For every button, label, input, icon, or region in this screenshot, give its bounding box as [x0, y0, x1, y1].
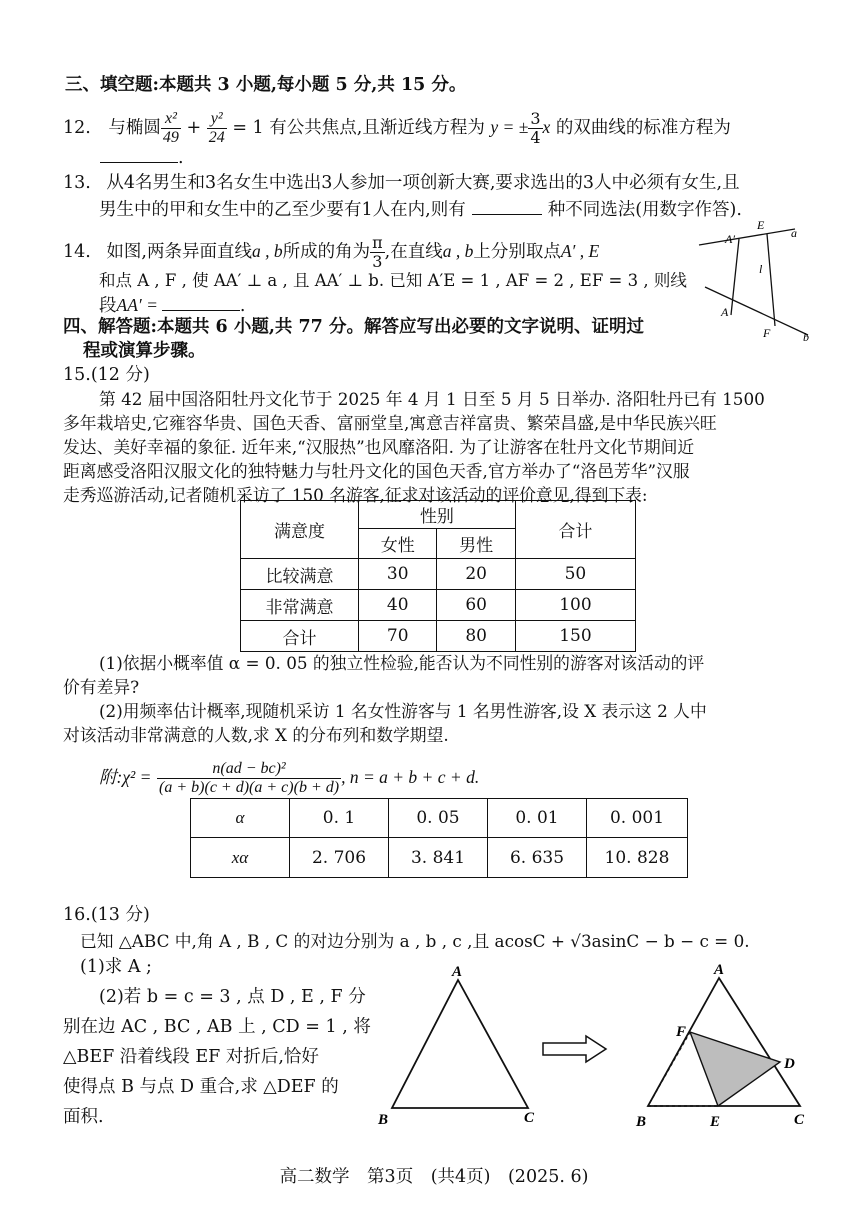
q15-para-5: 走秀巡游活动,记者随机采访了 150 名游客,征求对该活动的评价意见,得到下表: — [63, 485, 648, 505]
q12-asymptote-var: x — [542, 117, 551, 137]
q15-sub-2a: (2)用频率估计概率,现随机采访 1 名女性游客与 1 名男性游客,设 X 表示这 2 人中 — [99, 701, 707, 721]
triangle-abc — [392, 980, 528, 1108]
q14-text-e: a , b — [442, 241, 474, 261]
q15-para-1: 第 42 届中国洛阳牡丹文化节于 2025 年 4 月 1 日至 5 月 5 日举办. 洛阳牡丹已有 1500 — [99, 389, 765, 409]
table-cell: 150 — [515, 621, 635, 652]
q15-para-4: 距离感受洛阳汉服文化的独特魅力与牡丹文化的国色天香,官方举办了“洛邑芳华”汉服 — [63, 461, 690, 481]
q14-number: 14. — [63, 242, 91, 262]
table-cell: 非常满意 — [241, 590, 359, 621]
th-female: 女性 — [358, 529, 436, 559]
q16-sub-2-line-3: △BEF 沿着线段 EF 对折后,恰好 — [63, 1047, 319, 1067]
q12-number: 12. — [63, 118, 91, 138]
q15-sub-1a: (1)依据小概率值 α = 0. 05 的独立性检验,能否认为不同性别的游客对该活动的评 — [99, 653, 705, 673]
table-cell: α — [191, 799, 290, 838]
table-cell: 70 — [358, 621, 436, 652]
table-row — [241, 590, 636, 621]
q15-header: 15.(12 分) — [63, 365, 150, 385]
q15-para-3: 发达、美好幸福的象征. 近年来,“汉服热”也风靡洛阳. 为了让游客在牡丹文化节期间近 — [63, 437, 695, 457]
q13-line-2a: 男生中的甲和女生中的乙至少要有1人在内,则有 — [99, 200, 466, 220]
table-row — [241, 621, 636, 652]
q12-answer-blank[interactable] — [100, 146, 178, 163]
table-cell: 30 — [358, 559, 436, 590]
q14-answer-blank[interactable] — [162, 294, 240, 311]
label-b: B — [378, 1112, 389, 1128]
label-a2: A — [714, 962, 725, 978]
table-cell: 60 — [437, 590, 515, 621]
section-3-title: 三、填空题:本题共 3 小题,每小题 5 分,共 15 分。 — [65, 75, 467, 95]
segment-ef — [767, 234, 775, 326]
chi-square-frac: $\frac{\text{n(ad − bc)²}}{(a + b)(c + d)(a + c)(b + d)}$ — [159, 760, 340, 796]
th-satisfaction: 满意度 — [241, 501, 359, 559]
question-12 — [63, 110, 731, 147]
q12-ellipse-frac-2: $\frac{\text{y²}}{24}$ — [208, 110, 225, 146]
q12-plus: + — [186, 118, 202, 138]
table-cell: 3. 841 — [389, 838, 488, 878]
q16-sub-1: (1)求 A ; — [80, 957, 152, 977]
q12-answer-line — [100, 146, 184, 169]
label-line-b: b — [803, 330, 809, 344]
q13-line-1: 从4名男生和3名女生中选出3人参加一项创新大赛,要求选出的3人中必须有女生,且 — [106, 173, 740, 193]
q14-line-2: 和点 A , F , 使 AA′ ⊥ a , 且 AA′ ⊥ b. 已知 A′E = 1 , AF = 2 , EF = 3 , 则线 — [99, 271, 687, 290]
q15-sub-2b: 对该活动非常满意的人数,求 X 的分布列和数学期望. — [63, 725, 449, 745]
label-d2: D — [784, 1056, 795, 1072]
label-b2: B — [636, 1114, 647, 1130]
q14-end: . — [239, 296, 246, 316]
table-cell: 40 — [358, 590, 436, 621]
th-gender: 性别 — [358, 501, 515, 529]
table-cell: 10. 828 — [587, 838, 688, 878]
th-total: 合计 — [515, 501, 635, 559]
q16-sub-2-line-5: 面积. — [63, 1107, 104, 1127]
triangle-def-shaded — [690, 1032, 780, 1106]
label-c2: C — [794, 1112, 805, 1128]
q12-text-c: 的双曲线的标准方程为 — [555, 118, 731, 138]
label-f: F — [763, 326, 771, 340]
q14-text-g: A′ , E — [560, 241, 600, 261]
table-row — [241, 559, 636, 590]
q12-asymptote-lhs: y = ± — [490, 117, 529, 137]
label-e: E — [757, 218, 765, 232]
q16-sub-2-line-1: (2)若 b = c = 3 , 点 D , E , F 分 — [99, 987, 366, 1007]
q13-line-2b: 种不同选法(用数字作答). — [547, 200, 742, 220]
segment-aa-prime — [731, 239, 739, 315]
q12-text-b: = 1 有公共焦点,且渐近线方程为 — [232, 118, 485, 138]
label-l: l — [759, 262, 763, 276]
table-cell: 50 — [515, 559, 635, 590]
label-c: C — [524, 1110, 535, 1126]
q16-header: 16.(13 分) — [63, 905, 150, 925]
label-e2: E — [710, 1114, 721, 1130]
table-row — [191, 838, 688, 878]
th-male: 男性 — [437, 529, 515, 559]
table-cell: 80 — [437, 621, 515, 652]
q16-folded-triangle-figure — [630, 958, 820, 1134]
q15-survey-table — [240, 500, 636, 652]
q14-text-d: ,在直线 — [384, 242, 443, 262]
table-cell: 2. 706 — [290, 838, 389, 878]
table-cell: 0. 001 — [587, 799, 688, 838]
formula-tail: , n = a + b + c + d. — [341, 767, 480, 787]
question-14 — [63, 234, 599, 271]
section-4-line-1: 四、解答题:本题共 6 小题,共 77 分。解答应写出必要的文字说明、证明过 — [63, 317, 644, 337]
table-cell: 20 — [437, 559, 515, 590]
table-cell: 100 — [515, 590, 635, 621]
table-cell: 6. 635 — [488, 838, 587, 878]
table-row — [191, 799, 688, 838]
q15-critical-value-table — [190, 798, 688, 878]
q13-line-2 — [99, 198, 742, 221]
appendix-label: 附:χ² = — [99, 767, 152, 787]
q15-appendix-formula — [99, 760, 479, 797]
q14-text-c: 所成的角为 — [282, 242, 371, 262]
q12-text-a: 与椭圆 — [108, 118, 161, 138]
q16-line-1: 已知 △ABC 中,角 A , B , C 的对边分别为 a , b , c ,且 acosC + √3asinC − b − c = 0. — [80, 931, 750, 951]
label-line-a: a — [791, 226, 797, 240]
q14-text-f: 上分别取点 — [473, 242, 561, 262]
page-footer: 高二数学 第3页 (共4页) (2025. 6) — [279, 1167, 589, 1187]
question-13 — [63, 172, 740, 194]
dashed-fb — [648, 1032, 690, 1106]
q14-line-3 — [99, 294, 245, 317]
q16-sub-2-line-2: 别在边 AC , BC , AB 上 , CD = 1 , 将 — [63, 1017, 371, 1037]
q15-para-2: 多年栽培史,它雍容华贵、国色天香、富丽堂皇,寓意吉祥富贵、繁荣昌盛,是中华民族兴旺 — [63, 413, 717, 433]
label-f2: F — [676, 1024, 687, 1040]
table-cell: 0. 01 — [488, 799, 587, 838]
label-a: A — [452, 964, 463, 980]
table-cell: xα — [191, 838, 290, 878]
q14-line-3b: AA′ = — [116, 295, 158, 315]
q13-answer-blank[interactable] — [472, 198, 542, 215]
table-cell: 比较满意 — [241, 559, 359, 590]
q12-end: . — [178, 148, 184, 168]
q14-skew-lines-figure — [695, 215, 825, 345]
table-cell: 0. 1 — [290, 799, 389, 838]
right-arrow-icon — [540, 1034, 612, 1064]
label-point-a: A — [721, 305, 729, 319]
q15-sub-1b: 价有差异? — [63, 677, 140, 697]
table-cell: 0. 05 — [389, 799, 488, 838]
q14-angle-frac: $\frac{\pi}{3}$ — [372, 233, 383, 271]
q13-number: 13. — [63, 173, 91, 193]
q16-triangle-figure — [372, 962, 552, 1132]
section-4-line-2: 程或演算步骤。 — [83, 341, 206, 361]
q12-asymptote-frac: $\frac{3}{4}$ — [530, 109, 541, 147]
q16-sub-2-line-4: 使得点 B 与点 D 重合,求 △DEF 的 — [63, 1077, 339, 1097]
line-a — [699, 229, 795, 245]
table-cell: 合计 — [241, 621, 359, 652]
q12-ellipse-frac-1: $\frac{\text{x²}}{49}$ — [162, 110, 179, 146]
q14-text-b: a , b — [251, 241, 283, 261]
label-a-prime: A′ — [725, 232, 735, 246]
q14-text-a: 如图,两条异面直线 — [106, 242, 252, 262]
q14-line-3a: 段 — [99, 296, 117, 316]
